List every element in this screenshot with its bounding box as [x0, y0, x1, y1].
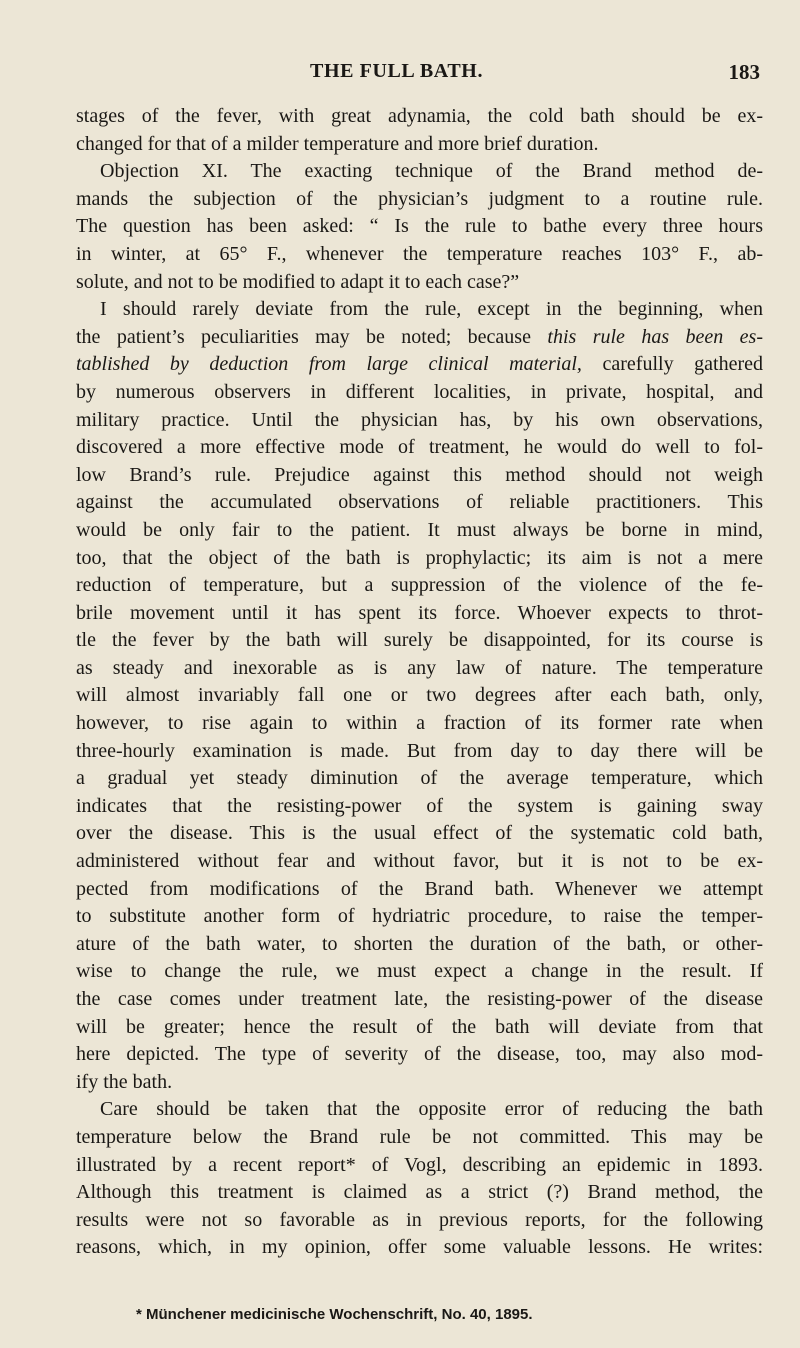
- text-line: indicates that the resisting-power of the system is gaining sway: [76, 794, 763, 817]
- text-line: wise to change the rule, we must expect a change in the result. If: [76, 960, 763, 983]
- page-number: 183: [728, 60, 760, 84]
- text-line: reasons, which, in my opinion, offer some valuable lessons. He writes:: [76, 1236, 763, 1259]
- text-line: results were not so favorable as in previous reports, for the following: [76, 1208, 763, 1231]
- text-line: Objection XI. The exacting technique of the Brand method de-: [100, 160, 763, 183]
- text-line: will almost invariably fall one or two degrees after each bath, only,: [76, 684, 763, 707]
- text-line: temperature below the Brand rule be not committed. This may be: [76, 1125, 763, 1148]
- text-line: stages of the fever, with great adynamia, the cold bath should be ex-: [76, 105, 763, 127]
- text-line: too, that the object of the bath is prophylactic; its aim is not a mere: [76, 546, 763, 569]
- text-line: would be only fair to the patient. It must always be borne in mind,: [76, 518, 763, 541]
- text-segment: the patient’s peculiarities may be noted; because: [76, 325, 548, 348]
- footnote: * Münchener medicinische Wochenschrift, No. 40, 1895.: [136, 1306, 533, 1323]
- text-line: Although this treatment is claimed as a strict (?) Brand method, the: [76, 1181, 763, 1204]
- running-title: THE FULL BATH.: [310, 60, 484, 82]
- text-line: a gradual yet steady diminution of the average temperature, which: [76, 767, 763, 790]
- text-line: as steady and inexorable as is any law of nature. The temperature: [76, 656, 763, 679]
- text-line: will be greater; hence the result of the bath will deviate from that: [76, 1015, 763, 1038]
- body-text: [76, 103, 763, 1262]
- text-line: I should rarely deviate from the rule, except in the beginning, when: [100, 298, 763, 321]
- text-line: brile movement until it has spent its force. Whoever expects to throt-: [76, 601, 763, 624]
- text-line: illustrated by a recent report* of Vogl, describing an epidemic in 1893.: [76, 1153, 763, 1176]
- text-line: here depicted. The type of severity of the disease, too, may also mod-: [76, 1043, 763, 1066]
- text-line: Care should be taken that the opposite error of reducing the bath: [100, 1098, 763, 1121]
- text-line: [76, 324, 763, 352]
- text-line: [76, 351, 763, 379]
- text-line: to substitute another form of hydriatric procedure, to raise the temper-: [76, 905, 763, 928]
- italic-segment: tablished by deduction from large clinical material,: [76, 353, 582, 376]
- text-line: three-hourly examination is made. But from day to day there will be: [76, 739, 763, 762]
- text-line: however, to rise again to within a fraction of its former rate when: [76, 712, 763, 735]
- text-line: over the disease. This is the usual effect of the systematic cold bath,: [76, 822, 763, 845]
- text-line: ify the bath.: [76, 1070, 173, 1093]
- text-line: discovered a more effective mode of treatment, he would do well to fol-: [76, 436, 763, 459]
- text-line: administered without fear and without favor, but it is not to be ex-: [76, 850, 763, 873]
- text-line: by numerous observers in different localities, in private, hospital, and: [76, 380, 763, 403]
- italic-segment: this rule has been es-: [547, 325, 763, 348]
- text-line: against the accumulated observations of reliable practitioners. This: [76, 491, 763, 514]
- text-line: the case comes under treatment late, the resisting-power of the disease: [76, 988, 763, 1010]
- text-line: solute, and not to be modified to adapt it to each case?”: [76, 270, 520, 293]
- text-line: ature of the bath water, to shorten the duration of the bath, or other-: [76, 932, 763, 955]
- text-line: pected from modifications of the Brand bath. Whenever we attempt: [76, 877, 763, 900]
- text-line: in winter, at 65° F., whenever the temperature reaches 103° F., ab-: [76, 242, 763, 265]
- text-line: reduction of temperature, but a suppression of the violence of the fe-: [76, 574, 763, 597]
- running-head: [130, 60, 760, 88]
- text-line: low Brand’s rule. Prejudice against this method should not weigh: [76, 463, 763, 486]
- text-line: mands the subjection of the physician’s judgment to a routine rule.: [76, 187, 763, 210]
- text-line: changed for that of a milder temperature and more brief duration.: [76, 132, 599, 155]
- text-line: tle the fever by the bath will surely be disappointed, for its course is: [76, 629, 763, 652]
- text-line: military practice. Until the physician has, by his own observations,: [76, 408, 763, 431]
- text-line: The question has been asked: “ Is the rule to bathe every three hours: [76, 215, 763, 238]
- text-segment: carefully gathered: [581, 353, 763, 376]
